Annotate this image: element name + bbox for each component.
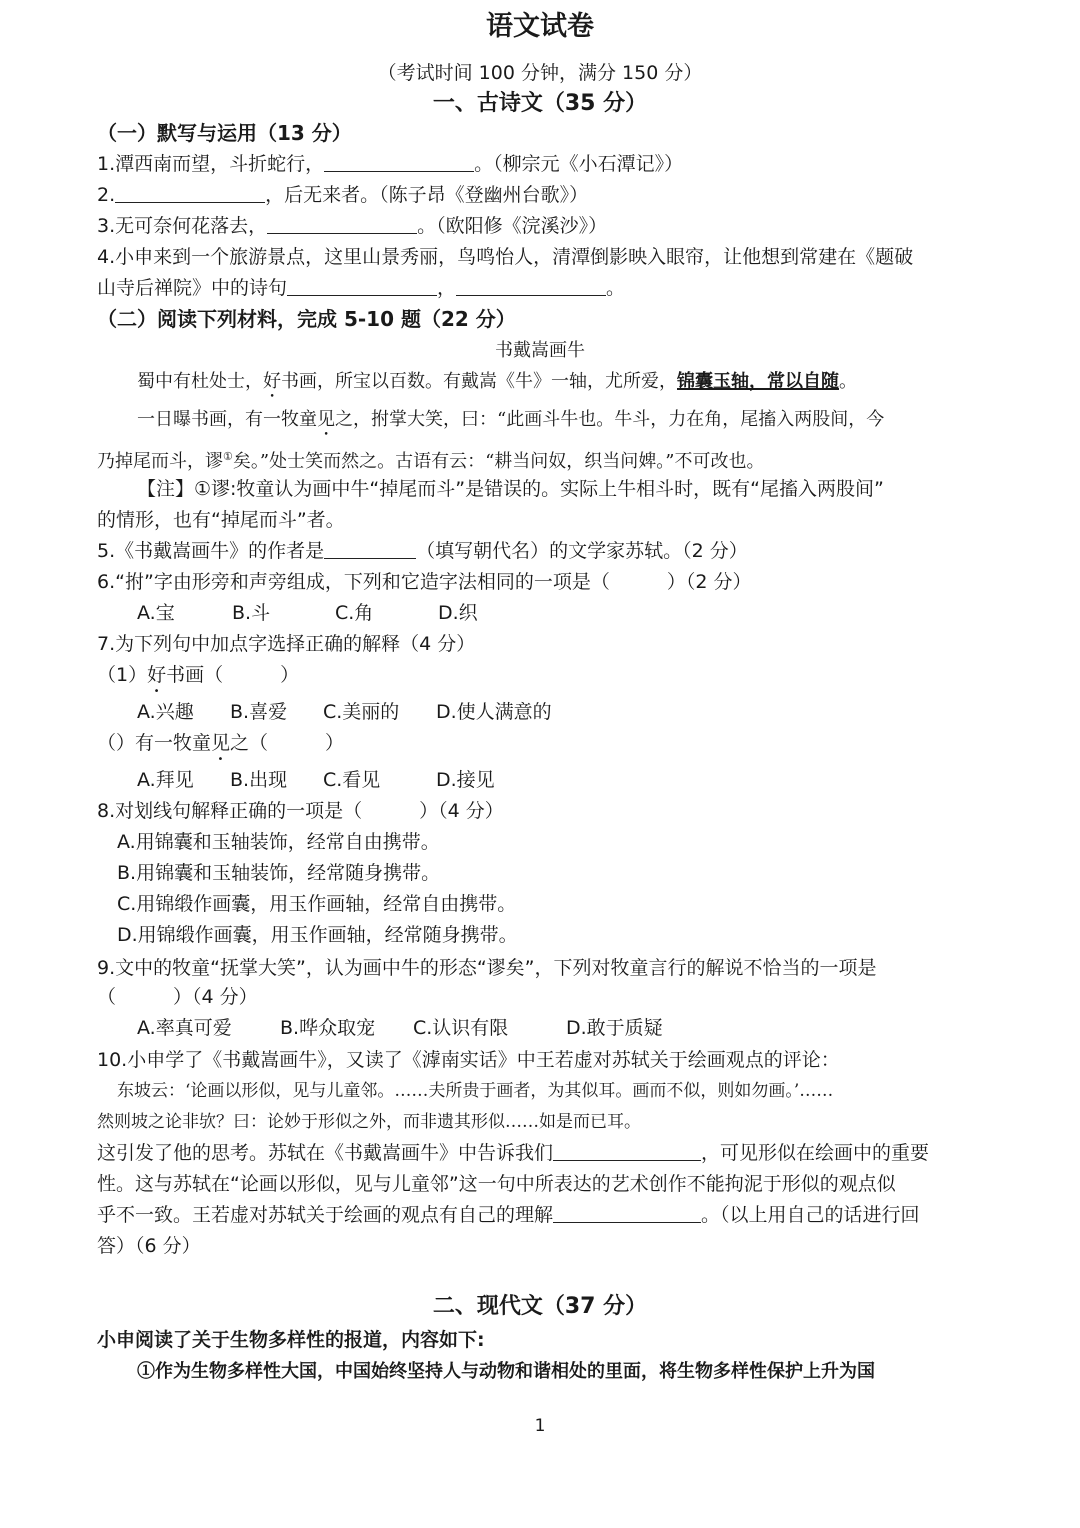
section-2-title: 二、现代文（37 分） <box>432 1294 648 1319</box>
passage-paragraph-2: 一日曝书画，有一牧童见之，拊掌大笑，曰：“此画斗牛也。牛斗，力在角，尾搐入两股间，今 <box>137 409 885 430</box>
section-1-title: 一、古诗文（35 分） <box>432 91 648 116</box>
option[interactable]: D.接见 <box>436 769 495 791</box>
answer-blank[interactable] <box>456 277 606 296</box>
option[interactable]: D.敢于质疑 <box>566 1017 663 1039</box>
question-7-2: （）有一牧童见之（ ） <box>97 732 345 754</box>
question-2: 2. ，后无来者。（陈子昂《登幽州台歌》） <box>97 184 589 206</box>
option[interactable]: C.认识有限 <box>413 1017 509 1039</box>
question-10-line-1: 10.小申学了《书戴嵩画牛》，又读了《滹南实话》中王若虚对苏轼关于绘画观点的评论： <box>97 1049 840 1071</box>
option[interactable]: B.斗 <box>232 602 271 624</box>
option[interactable]: C.用锦缎作画囊，用玉作画轴，经常自由携带。 <box>117 893 517 915</box>
answer-blank[interactable] <box>553 1204 701 1223</box>
option[interactable]: A.用锦囊和玉轴装饰，经常自由携带。 <box>117 831 440 853</box>
note-line-1: 【注】①谬:牧童认为画中牛“掉尾而斗”是错误的。实际上牛相斗时，既有“尾搐入两股间” <box>137 478 884 500</box>
question-10-line-4: 这引发了他的思考。苏轼在《书戴嵩画牛》中告诉我们 ，可见形似在绘画中的重要 <box>97 1142 930 1164</box>
question-10-line-7: 答）（6 分） <box>97 1235 201 1257</box>
option[interactable]: B.出现 <box>230 769 288 791</box>
option[interactable]: C.看见 <box>323 769 381 791</box>
question-7-1-options <box>137 699 985 725</box>
page-number: 1 <box>534 1416 546 1436</box>
option[interactable]: D.用锦缎作画囊，用玉作画轴，经常随身携带。 <box>117 924 518 946</box>
question-9-options <box>137 1015 985 1041</box>
question-7-2-options <box>137 767 985 793</box>
part-2-title: （二）阅读下列材料，完成 5-10 题（22 分） <box>97 307 516 331</box>
answer-blank[interactable] <box>324 540 416 559</box>
option[interactable]: A.兴趣 <box>137 701 194 723</box>
question-10-line-6: 乎不一致。王若虚对苏轼关于绘画的观点有自己的理解 。（以上用自己的话进行回 <box>97 1204 920 1226</box>
option[interactable]: B.哗众取宠 <box>280 1017 376 1039</box>
option[interactable]: D.使人满意的 <box>436 701 552 723</box>
passage-title: 书戴嵩画牛 <box>495 340 585 361</box>
exam-info: （考试时间 100 分钟，满分 150 分） <box>377 62 703 84</box>
option[interactable]: C.美丽的 <box>323 701 400 723</box>
question-10-quote-1: 东坡云：‘论画以形似，见与儿童邻。……夫所贵于画者，为其似耳。画而不似，则如勿画。’…… <box>117 1081 834 1101</box>
question-9-line-2: （ ）（4 分） <box>97 986 258 1008</box>
option[interactable]: A.宝 <box>137 602 175 624</box>
passage-paragraph-2-cont: 乃掉尾而斗，谬①矣。”处士笑而然之。古语有云：“耕当问奴，织当问婢。”不可改也。 <box>97 450 765 472</box>
page-title: 语文试卷 <box>486 11 594 42</box>
section-2-intro: 小申阅读了关于生物多样性的报道，内容如下: <box>97 1329 485 1351</box>
option[interactable]: C.角 <box>335 602 374 624</box>
option[interactable]: B.用锦囊和玉轴装饰，经常随身携带。 <box>117 862 441 884</box>
underlined-sentence: 锦囊玉轴，常以自随 <box>677 371 839 392</box>
passage-paragraph-1: 蜀中有杜处士，好书画，所宝以百数。有戴嵩《牛》一轴，尤所爱，锦囊玉轴，常以自随。 <box>137 371 857 392</box>
option[interactable]: A.拜见 <box>137 769 194 791</box>
question-8: 8.对划线句解释正确的一项是（ ）（4 分） <box>97 800 504 822</box>
note-line-2: 的情形，也有“掉尾而斗”者。 <box>97 509 345 531</box>
question-7: 7.为下列句中加点字选择正确的解释（4 分） <box>97 633 476 655</box>
question-4-line-1: 4.小申来到一个旅游景点，这里山景秀丽，鸟鸣怡人，清潭倒影映入眼帘，让他想到常建在《题破 <box>97 246 914 268</box>
answer-blank[interactable] <box>115 184 265 203</box>
question-1: 1.潭西南而望，斗折蛇行， 。（柳宗元《小石潭记》） <box>97 153 684 175</box>
option[interactable]: A.率真可爱 <box>137 1017 232 1039</box>
question-10-quote-2: 然则坡之论非欤？曰：论妙于形似之外，而非遗其形似……如是而已耳。 <box>97 1112 641 1132</box>
question-3: 3.无可奈何花落去， 。（欧阳修《浣溪沙》） <box>97 215 608 237</box>
answer-blank[interactable] <box>287 277 437 296</box>
part-1-title: （一）默写与运用（13 分） <box>97 121 352 145</box>
question-6-options <box>137 600 985 626</box>
answer-blank[interactable] <box>324 153 474 172</box>
question-9-line-1: 9.文中的牧童“抚掌大笑”，认为画中牛的形态“谬矣”，下列对牧童言行的解说不恰当的一项是 <box>97 957 877 979</box>
question-6: 6.“拊”字由形旁和声旁组成，下列和它造字法相同的一项是（ ）（2 分） <box>97 571 752 593</box>
question-4-line-2: 山寺后禅院》中的诗句 ， 。 <box>97 277 626 299</box>
question-10-line-5: 性。这与苏轼在“论画以形似，见与儿童邻”这一句中所表达的艺术创作不能拘泥于形似的观点似 <box>97 1173 896 1195</box>
answer-blank[interactable] <box>267 215 417 234</box>
option[interactable]: B.喜爱 <box>230 701 288 723</box>
option[interactable]: D.织 <box>438 602 478 624</box>
question-5: 5.《书戴嵩画牛》的作者是 （填写朝代名）的文学家苏轼。（2 分） <box>97 540 748 562</box>
answer-blank[interactable] <box>553 1142 701 1161</box>
question-7-1: （1）好书画（ ） <box>97 664 300 686</box>
section-2-paragraph-1: ①作为生物多样性大国，中国始终坚持人与动物和谐相处的里面，将生物多样性保护上升为国 <box>137 1361 875 1382</box>
